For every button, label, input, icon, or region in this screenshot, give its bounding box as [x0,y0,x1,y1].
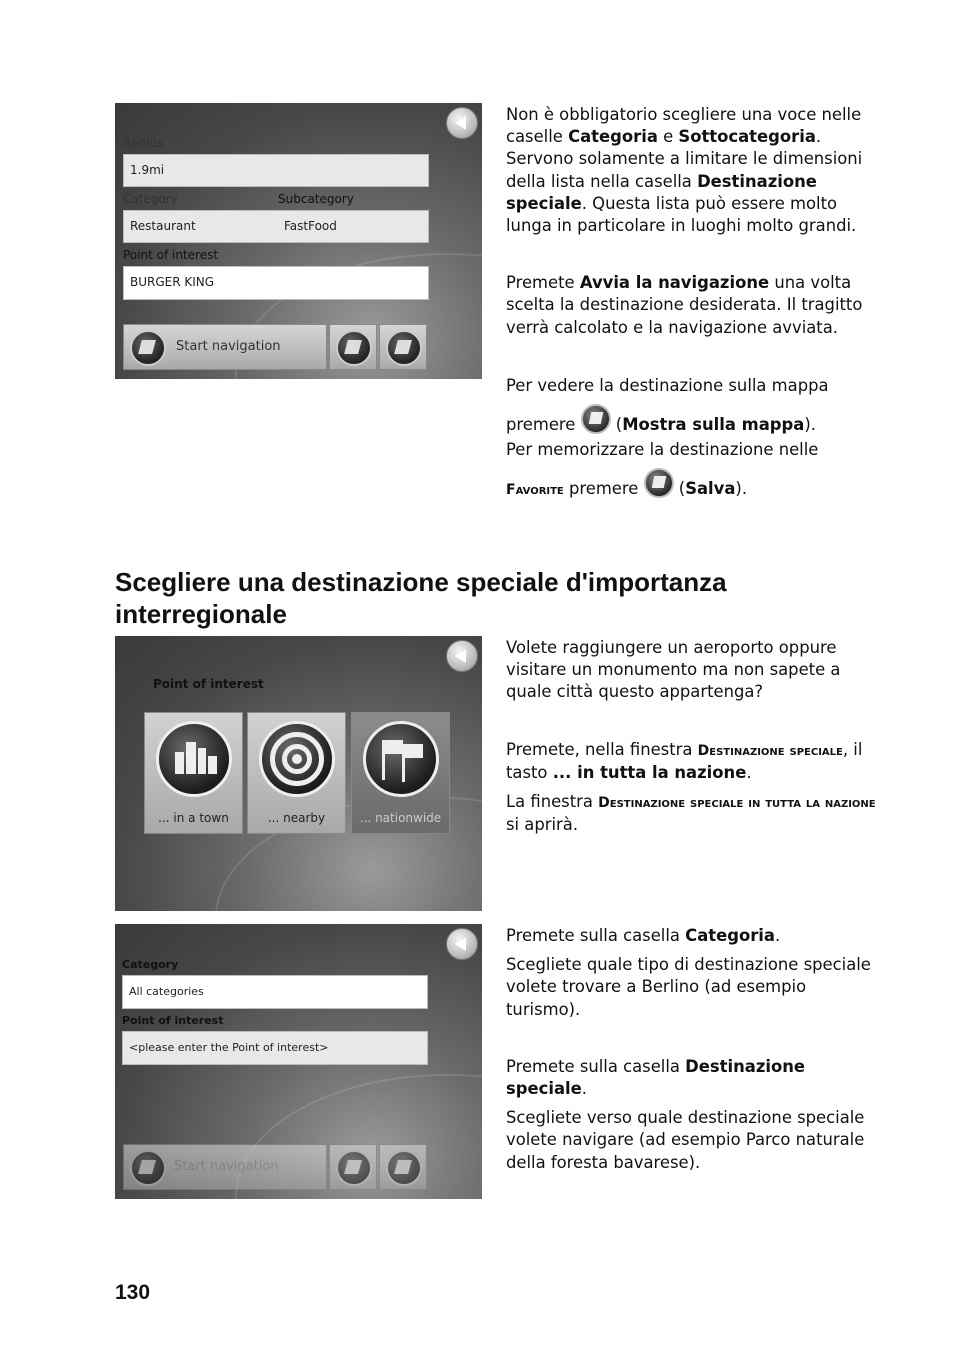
subcategory-label: Subcategory [278,192,354,206]
save-icon [386,330,422,366]
radius-field[interactable]: 1.9mi [123,154,429,187]
back-button[interactable] [446,107,478,139]
section3-text [506,925,878,1174]
paragraph: Scegliete verso quale destinazione speciale volete navigare (ad esempio Parco naturale della foresta bavarese). [506,1108,865,1172]
poi-field[interactable]: BURGER KING [123,266,429,300]
section-heading: Scegliere una destinazione speciale d'importanza interregionale [115,567,727,629]
paragraph: La finestra Destinazione speciale in tutta la nazione si aprirà. [506,792,876,835]
in-a-town-button[interactable] [144,712,243,834]
paragraph: Premete Avvia la navigazione una volta scelta la destinazione desiderata. Il tragitto verrà calcolato e la navigazione avviata. [506,273,863,337]
back-button[interactable] [446,928,478,960]
screenshot-poi-search [115,103,482,379]
start-navigation-button[interactable] [123,324,327,370]
back-button[interactable] [446,640,478,672]
target-icon [259,721,335,797]
nationwide-button[interactable] [351,712,450,834]
save-button[interactable] [379,324,427,370]
navigation-icon [130,330,166,366]
paragraph: Volete raggiungere un aeroporto oppure visitare un monumento ma non sapete a quale città questo appartenga? [506,638,841,702]
city-icon [156,721,232,797]
poi-label: Point of interest [123,248,219,262]
paragraph: Premete sulla casella Categoria. [506,926,781,945]
map-icon [581,404,611,434]
poi-field[interactable]: <please enter the Point of interest> [122,1031,428,1065]
tile-label: ... nationwide [359,811,442,825]
radius-label: Radius [123,136,164,150]
paragraph: Non è obbligatorio scegliere una voce nelle caselle Categoria e Sottocategoria. Servono solamente a limitare le dimensioni della lista nella casella Destinazione speciale. Questa lista può essere molto lunga in particolare in luoghi molto grandi. [506,105,863,236]
screenshot-poi-category [115,924,482,1199]
start-navigation-button[interactable] [123,1144,327,1190]
save-icon [644,468,674,498]
save-button[interactable] [379,1144,427,1190]
tile-label: ... nearby [267,811,326,825]
show-on-map-button[interactable] [329,324,377,370]
section1-text [506,104,878,502]
poi-label: Point of interest [122,1014,224,1027]
paragraph: Premete sulla casella Destinazione speciale. [506,1056,806,1099]
category-value: Restaurant [130,219,196,233]
category-label: Category [123,192,178,206]
start-navigation-label: Start navigation [176,339,281,354]
save-icon [386,1150,422,1186]
screenshot-poi-menu [115,636,482,911]
paragraph: Per memorizzare la destinazione nelle [506,440,819,460]
section2-text [506,637,878,836]
screen-title: Point of interest [153,677,264,691]
nearby-button[interactable] [247,712,346,834]
category-field[interactable] [123,210,429,243]
map-icon [336,1150,372,1186]
show-on-map-button[interactable] [329,1144,377,1190]
paragraph: Per vedere la destinazione sulla mappa [506,375,829,395]
category-field[interactable]: All categories [122,975,428,1009]
navigation-icon [130,1150,166,1186]
paragraph: Scegliete quale tipo di destinazione speciale volete trovare a Berlino (ad esempio turismo). [506,955,871,1019]
page-number: 130 [115,1281,151,1304]
paragraph: premere (Mostra sulla mappa). [506,404,878,436]
tile-label: ... in a town [158,811,229,825]
paragraph: Favorite premere (Salva). [506,468,878,501]
subcategory-value: FastFood [284,219,337,233]
flags-icon [363,721,439,797]
map-icon [336,330,372,366]
paragraph: Premete, nella finestra Destinazione speciale, il tasto ... in tutta la nazione. [506,739,863,782]
category-label: Category [122,958,179,971]
start-navigation-label: Start navigation [174,1159,279,1174]
